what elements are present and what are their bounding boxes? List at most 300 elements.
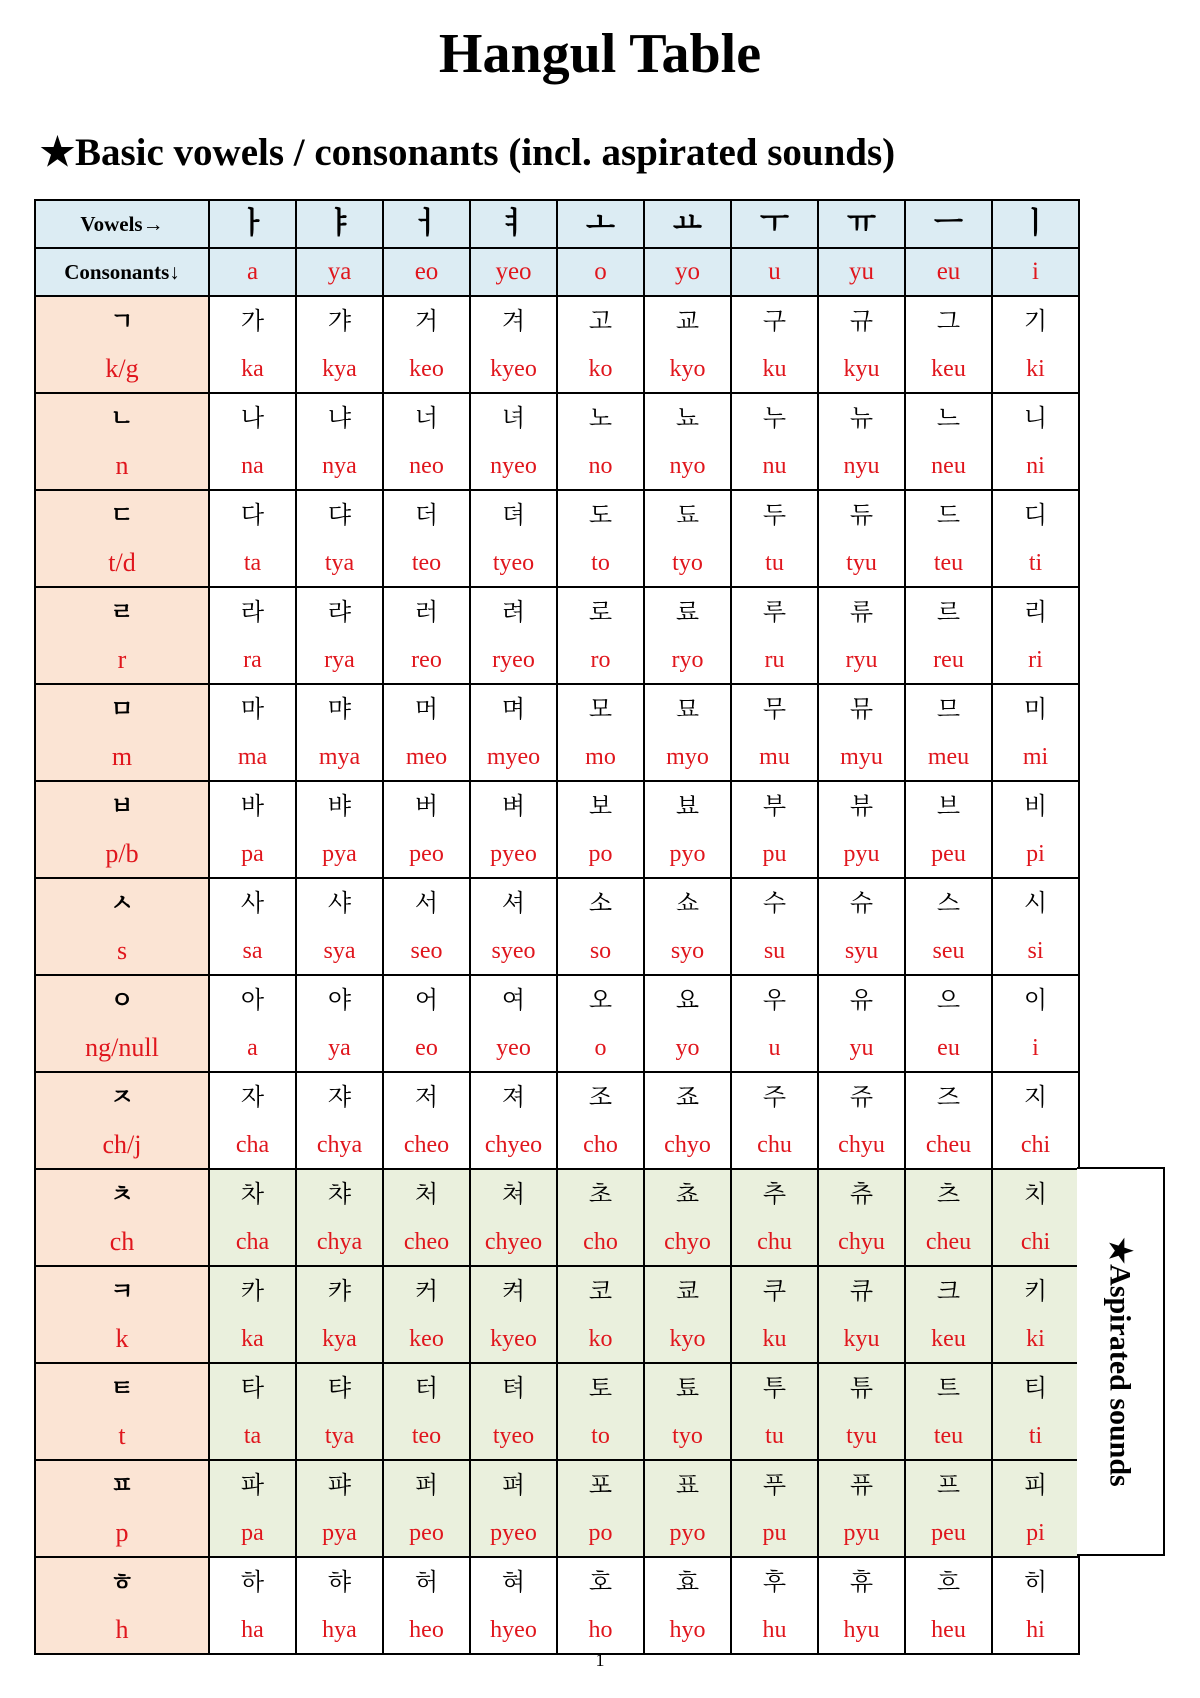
syllable-romanization: ru <box>764 646 785 673</box>
syllable-glyph: 지 <box>1023 1082 1048 1111</box>
syllable-romanization: kyo <box>669 1325 706 1352</box>
vowel-glyph: ㅡ <box>934 206 963 241</box>
syllable-romanization: hyo <box>669 1616 706 1643</box>
syllable-glyph: 죠 <box>675 1082 700 1111</box>
syllable-glyph: 뱌 <box>327 791 352 820</box>
syllable-glyph: 규 <box>849 306 874 335</box>
vowel-glyph-cell <box>818 200 905 248</box>
syllable-cell <box>296 490 383 587</box>
syllable-cell <box>296 296 383 393</box>
syllable-cell <box>209 1460 296 1557</box>
syllable-cell <box>209 393 296 490</box>
syllable-cell <box>905 587 992 684</box>
syllable-romanization: chyeo <box>484 1131 543 1158</box>
syllable-romanization: kyo <box>669 355 706 382</box>
syllable-glyph: 쳐 <box>501 1179 526 1208</box>
consonant-cell <box>35 1169 209 1266</box>
vowel-romanization-cell <box>557 248 644 296</box>
consonant-cell <box>35 587 209 684</box>
syllable-glyph: 혀 <box>501 1567 526 1596</box>
syllable-glyph: 야 <box>327 985 352 1014</box>
syllable-glyph: 그 <box>936 306 961 335</box>
syllable-romanization: meu <box>927 743 970 770</box>
syllable-cell <box>992 393 1079 490</box>
vowels-label: Vowels→ <box>35 200 209 248</box>
syllable-cell <box>383 1557 470 1654</box>
syllable-romanization: myu <box>840 743 883 770</box>
syllable-romanization: po <box>588 1519 613 1546</box>
syllable-glyph: 미 <box>1023 694 1048 723</box>
consonant-cell <box>35 393 209 490</box>
vowel-glyph: ㅕ <box>499 206 528 241</box>
consonant-glyph: ㄴ <box>110 403 134 432</box>
syllable-glyph: 먀 <box>327 694 352 723</box>
consonant-romanization: s <box>116 935 128 965</box>
syllable-glyph: 됴 <box>675 500 700 529</box>
syllable-romanization: neu <box>931 452 966 479</box>
syllable-romanization: nya <box>322 452 357 479</box>
syllable-cell <box>383 1363 470 1460</box>
syllable-romanization: pya <box>322 840 357 867</box>
syllable-cell <box>296 684 383 781</box>
syllable-romanization: syo <box>670 937 705 964</box>
vowel-glyph-cell <box>644 200 731 248</box>
syllable-cell <box>731 1363 818 1460</box>
syllable-glyph: 모 <box>588 694 613 723</box>
consonant-romanization: t <box>118 1420 126 1450</box>
table-row <box>35 587 1079 684</box>
syllable-glyph: 드 <box>936 500 961 529</box>
syllable-glyph: 히 <box>1023 1567 1048 1596</box>
syllable-glyph: 츄 <box>849 1179 874 1208</box>
syllable-romanization: cha <box>235 1228 270 1255</box>
syllable-romanization: ha <box>241 1616 264 1643</box>
syllable-glyph: 티 <box>1023 1373 1048 1402</box>
syllable-glyph: 더 <box>414 500 439 529</box>
syllable-romanization: ki <box>1026 1325 1045 1352</box>
vowel-romanization: i <box>1032 258 1039 285</box>
syllable-cell <box>383 975 470 1072</box>
vowel-romanization-cell <box>470 248 557 296</box>
syllable-cell <box>992 1266 1079 1363</box>
syllable-cell <box>296 975 383 1072</box>
syllable-cell <box>383 781 470 878</box>
consonant-romanization: ch <box>109 1226 135 1256</box>
syllable-romanization: nu <box>762 452 787 479</box>
syllable-cell <box>557 393 644 490</box>
section-subtitle: ★Basic vowels / consonants (incl. aspirated sounds) <box>40 131 896 174</box>
syllable-glyph: 뮤 <box>849 694 874 723</box>
syllable-romanization: cheo <box>403 1131 450 1158</box>
syllable-romanization: syeo <box>491 937 536 964</box>
syllable-romanization: cho <box>583 1228 618 1255</box>
syllable-cell <box>470 393 557 490</box>
table-row <box>35 1072 1079 1169</box>
syllable-cell <box>644 878 731 975</box>
syllable-cell <box>209 1363 296 1460</box>
syllable-cell <box>209 1072 296 1169</box>
syllable-glyph: 커 <box>414 1276 439 1305</box>
syllable-romanization: ti <box>1028 549 1043 576</box>
syllable-glyph: 캬 <box>327 1276 352 1305</box>
syllable-cell <box>905 878 992 975</box>
syllable-cell <box>209 587 296 684</box>
syllable-cell <box>992 1072 1079 1169</box>
syllable-glyph: 탸 <box>327 1373 352 1402</box>
syllable-cell <box>992 587 1079 684</box>
syllable-cell <box>209 878 296 975</box>
syllable-cell <box>296 1266 383 1363</box>
syllable-romanization: tyu <box>846 1422 877 1449</box>
syllable-romanization: no <box>588 452 613 479</box>
syllable-romanization: nyeo <box>490 452 537 479</box>
syllable-romanization: ku <box>762 355 787 382</box>
syllable-cell <box>905 1460 992 1557</box>
syllable-glyph: 브 <box>936 791 961 820</box>
syllable-glyph: 부 <box>762 791 787 820</box>
vowel-glyph: ㅓ <box>412 206 441 241</box>
syllable-glyph: 켜 <box>501 1276 526 1305</box>
syllable-cell <box>557 587 644 684</box>
syllable-romanization: tya <box>324 549 355 576</box>
syllable-romanization: mo <box>585 743 616 770</box>
page-title: Hangul Table <box>438 23 762 85</box>
syllable-cell <box>296 1557 383 1654</box>
syllable-romanization: ryo <box>671 646 704 673</box>
syllable-glyph: 마 <box>240 694 265 723</box>
syllable-romanization: rya <box>324 646 355 673</box>
syllable-romanization: pa <box>241 1519 264 1546</box>
syllable-glyph: 뵤 <box>675 791 700 820</box>
syllable-glyph: 즈 <box>936 1082 961 1111</box>
table-row <box>35 393 1079 490</box>
consonant-romanization: p <box>115 1517 129 1547</box>
syllable-glyph: 러 <box>414 597 439 626</box>
syllable-glyph: 쵸 <box>675 1179 700 1208</box>
syllable-glyph: 교 <box>675 306 700 335</box>
syllable-glyph: 초 <box>588 1179 613 1208</box>
syllable-glyph: 구 <box>762 306 787 335</box>
consonant-romanization: k <box>115 1323 129 1353</box>
syllable-cell <box>209 490 296 587</box>
syllable-glyph: 토 <box>588 1373 613 1402</box>
syllable-romanization: tu <box>765 1422 784 1449</box>
syllable-glyph: 다 <box>240 500 265 529</box>
syllable-cell <box>296 1169 383 1266</box>
vowel-romanization: yu <box>849 258 874 285</box>
syllable-glyph: 쟈 <box>327 1082 352 1111</box>
consonant-cell <box>35 975 209 1072</box>
syllable-romanization: tyu <box>846 549 877 576</box>
syllable-romanization: reo <box>411 646 442 673</box>
syllable-romanization: tya <box>324 1422 355 1449</box>
syllable-glyph: 슈 <box>849 888 874 917</box>
syllable-cell <box>557 1460 644 1557</box>
syllable-romanization: chu <box>757 1228 792 1255</box>
syllable-romanization: pi <box>1026 1519 1045 1546</box>
table-row <box>35 1169 1079 1266</box>
syllable-cell <box>470 684 557 781</box>
syllable-romanization: teo <box>411 549 442 576</box>
syllable-romanization: nyu <box>843 452 880 479</box>
vowel-romanization-cell <box>209 248 296 296</box>
syllable-romanization: pyu <box>843 1519 880 1546</box>
syllable-cell <box>296 1363 383 1460</box>
vowel-romanization: eu <box>936 258 961 285</box>
hangul-table-body <box>35 200 1079 1654</box>
syllable-romanization: ho <box>588 1616 613 1643</box>
vowel-glyph-cell <box>992 200 1079 248</box>
syllable-glyph: 오 <box>588 985 613 1014</box>
syllable-glyph: 무 <box>762 694 787 723</box>
syllable-romanization: ko <box>588 1325 613 1352</box>
hangul-table <box>34 199 1080 1655</box>
syllable-cell <box>731 1460 818 1557</box>
table-row <box>35 684 1079 781</box>
syllable-cell <box>818 1266 905 1363</box>
syllable-glyph: 쿠 <box>762 1276 787 1305</box>
syllable-romanization: yu <box>849 1034 874 1061</box>
syllable-glyph: 터 <box>414 1373 439 1402</box>
vowel-romanization-cell <box>992 248 1079 296</box>
syllable-cell <box>470 1072 557 1169</box>
table-row <box>35 1363 1079 1460</box>
syllable-romanization: sa <box>242 937 263 964</box>
syllable-romanization: chyo <box>664 1131 711 1158</box>
syllable-cell <box>992 975 1079 1072</box>
vowel-romanization-cell <box>905 248 992 296</box>
syllable-glyph: 묘 <box>675 694 700 723</box>
syllable-cell <box>992 781 1079 878</box>
syllable-cell <box>383 1460 470 1557</box>
syllable-glyph: 챠 <box>327 1179 352 1208</box>
syllable-glyph: 어 <box>414 985 439 1014</box>
vowel-glyph-cell <box>470 200 557 248</box>
syllable-glyph: 느 <box>936 403 961 432</box>
syllable-cell <box>731 975 818 1072</box>
page-number: 1 <box>595 1650 605 1670</box>
syllable-glyph: 료 <box>675 597 700 626</box>
syllable-cell <box>470 1169 557 1266</box>
syllable-romanization: myo <box>666 743 709 770</box>
syllable-glyph: 츠 <box>936 1179 961 1208</box>
vowel-romanization: yo <box>675 258 700 285</box>
syllable-cell <box>644 296 731 393</box>
syllable-romanization: i <box>1032 1034 1039 1061</box>
syllable-romanization: mi <box>1022 743 1049 770</box>
consonant-cell <box>35 781 209 878</box>
syllable-romanization: hyeo <box>490 1616 537 1643</box>
syllable-cell <box>818 781 905 878</box>
syllable-glyph: 후 <box>762 1567 787 1596</box>
syllable-glyph: 휴 <box>849 1567 874 1596</box>
syllable-cell <box>905 296 992 393</box>
syllable-cell <box>731 296 818 393</box>
syllable-glyph: 요 <box>675 985 700 1014</box>
syllable-glyph: 피 <box>1023 1470 1048 1499</box>
syllable-glyph: 냐 <box>327 403 352 432</box>
syllable-glyph: 니 <box>1023 403 1048 432</box>
syllable-glyph: 보 <box>588 791 613 820</box>
syllable-cell <box>818 1557 905 1654</box>
syllable-cell <box>557 1557 644 1654</box>
syllable-cell <box>818 490 905 587</box>
syllable-romanization: pyeo <box>490 1519 537 1546</box>
syllable-glyph: 텨 <box>501 1373 526 1402</box>
syllable-glyph: 라 <box>240 597 265 626</box>
syllable-romanization: pu <box>762 840 787 867</box>
syllable-glyph: 려 <box>501 597 526 626</box>
syllable-romanization: si <box>1027 937 1044 964</box>
consonant-cell <box>35 296 209 393</box>
syllable-glyph: 호 <box>588 1567 613 1596</box>
syllable-glyph: 프 <box>936 1470 961 1499</box>
syllable-cell <box>905 1363 992 1460</box>
consonant-romanization: n <box>115 450 129 480</box>
syllable-glyph: 나 <box>240 403 265 432</box>
syllable-glyph: 으 <box>936 985 961 1014</box>
syllable-cell <box>731 587 818 684</box>
table-row <box>35 296 1079 393</box>
syllable-cell <box>992 1460 1079 1557</box>
syllable-cell <box>383 587 470 684</box>
syllable-romanization: pyu <box>843 840 880 867</box>
syllable-romanization: ku <box>762 1325 787 1352</box>
syllable-romanization: to <box>591 549 610 576</box>
syllable-cell <box>296 878 383 975</box>
syllable-romanization: peu <box>931 840 966 867</box>
syllable-glyph: 거 <box>414 306 439 335</box>
syllable-glyph: 쿄 <box>675 1276 700 1305</box>
vowel-romanization: yeo <box>495 258 532 285</box>
syllable-glyph: 가 <box>240 306 265 335</box>
syllable-romanization: cheu <box>925 1228 972 1255</box>
syllable-cell <box>905 1072 992 1169</box>
syllable-glyph: 므 <box>936 694 961 723</box>
syllable-cell <box>818 975 905 1072</box>
syllable-glyph: 며 <box>501 694 526 723</box>
vowel-romanization: eo <box>414 258 439 285</box>
syllable-glyph: 뎌 <box>501 500 526 529</box>
vowel-romanization-cell <box>383 248 470 296</box>
syllable-romanization: nyo <box>669 452 706 479</box>
syllable-cell <box>296 587 383 684</box>
syllable-romanization: keu <box>931 1325 966 1352</box>
syllable-cell <box>992 1557 1079 1654</box>
syllable-glyph: 로 <box>588 597 613 626</box>
consonant-glyph: ㅇ <box>110 985 134 1014</box>
syllable-glyph: 추 <box>762 1179 787 1208</box>
syllable-cell <box>383 296 470 393</box>
syllable-glyph: 비 <box>1023 791 1048 820</box>
syllable-cell <box>644 975 731 1072</box>
syllable-cell <box>818 1072 905 1169</box>
syllable-glyph: 퓨 <box>849 1470 874 1499</box>
syllable-romanization: ti <box>1028 1422 1043 1449</box>
syllable-cell <box>383 684 470 781</box>
syllable-glyph: 처 <box>414 1179 439 1208</box>
syllable-cell <box>818 1460 905 1557</box>
syllable-romanization: chu <box>757 1131 792 1158</box>
syllable-romanization: chyo <box>664 1228 711 1255</box>
syllable-glyph: 타 <box>240 1373 265 1402</box>
syllable-cell <box>818 878 905 975</box>
syllable-cell <box>644 490 731 587</box>
consonant-romanization: k/g <box>105 353 139 383</box>
syllable-glyph: 여 <box>501 985 526 1014</box>
syllable-cell <box>644 1557 731 1654</box>
vowel-glyph-row <box>35 200 1079 248</box>
syllable-glyph: 트 <box>936 1373 961 1402</box>
vowel-glyph-cell <box>731 200 818 248</box>
syllable-cell <box>470 587 557 684</box>
syllable-cell <box>557 1072 644 1169</box>
syllable-glyph: 겨 <box>501 306 526 335</box>
vowel-glyph-cell <box>296 200 383 248</box>
table-row <box>35 1266 1079 1363</box>
syllable-cell <box>470 781 557 878</box>
vowel-glyph: ㅜ <box>760 206 789 241</box>
syllable-romanization: seo <box>410 937 443 964</box>
syllable-cell <box>296 393 383 490</box>
syllable-cell <box>470 1460 557 1557</box>
syllable-cell <box>644 393 731 490</box>
syllable-cell <box>731 878 818 975</box>
syllable-cell <box>905 490 992 587</box>
syllable-romanization: peo <box>409 1519 444 1546</box>
syllable-glyph: 수 <box>762 888 787 917</box>
syllable-glyph: 조 <box>588 1082 613 1111</box>
syllable-glyph: 셔 <box>501 888 526 917</box>
syllable-cell <box>557 1266 644 1363</box>
syllable-cell <box>818 684 905 781</box>
vowel-glyph: ㅗ <box>586 206 615 241</box>
vowel-romanization: ya <box>327 258 352 285</box>
syllable-glyph: 듀 <box>849 500 874 529</box>
syllable-romanization: ta <box>243 1422 262 1449</box>
consonant-romanization: r <box>117 644 127 674</box>
syllable-cell <box>644 587 731 684</box>
vowel-romanization: o <box>594 258 607 285</box>
syllable-cell <box>731 684 818 781</box>
syllable-glyph: 퍄 <box>327 1470 352 1499</box>
vowel-glyph-cell <box>209 200 296 248</box>
syllable-romanization: chyu <box>838 1228 885 1255</box>
syllable-glyph: 벼 <box>501 791 526 820</box>
syllable-cell <box>383 1072 470 1169</box>
syllable-romanization: heu <box>931 1616 966 1643</box>
syllable-romanization: keo <box>409 355 444 382</box>
syllable-romanization: chyeo <box>484 1228 543 1255</box>
syllable-cell <box>644 1266 731 1363</box>
syllable-romanization: ta <box>243 549 262 576</box>
syllable-cell <box>209 1266 296 1363</box>
syllable-glyph: 소 <box>588 888 613 917</box>
syllable-cell <box>905 1169 992 1266</box>
syllable-romanization: su <box>763 937 786 964</box>
syllable-romanization: myeo <box>486 743 541 770</box>
syllable-romanization: teo <box>411 1422 442 1449</box>
syllable-glyph: 키 <box>1023 1276 1048 1305</box>
syllable-cell <box>557 1363 644 1460</box>
syllable-romanization: mu <box>759 743 790 770</box>
syllable-romanization: ya <box>328 1034 351 1061</box>
syllable-romanization: ro <box>590 646 611 673</box>
syllable-romanization: chi <box>1020 1131 1051 1158</box>
syllable-glyph: 스 <box>936 888 961 917</box>
consonant-glyph: ㅂ <box>110 791 134 820</box>
consonant-glyph: ㅅ <box>110 888 134 917</box>
